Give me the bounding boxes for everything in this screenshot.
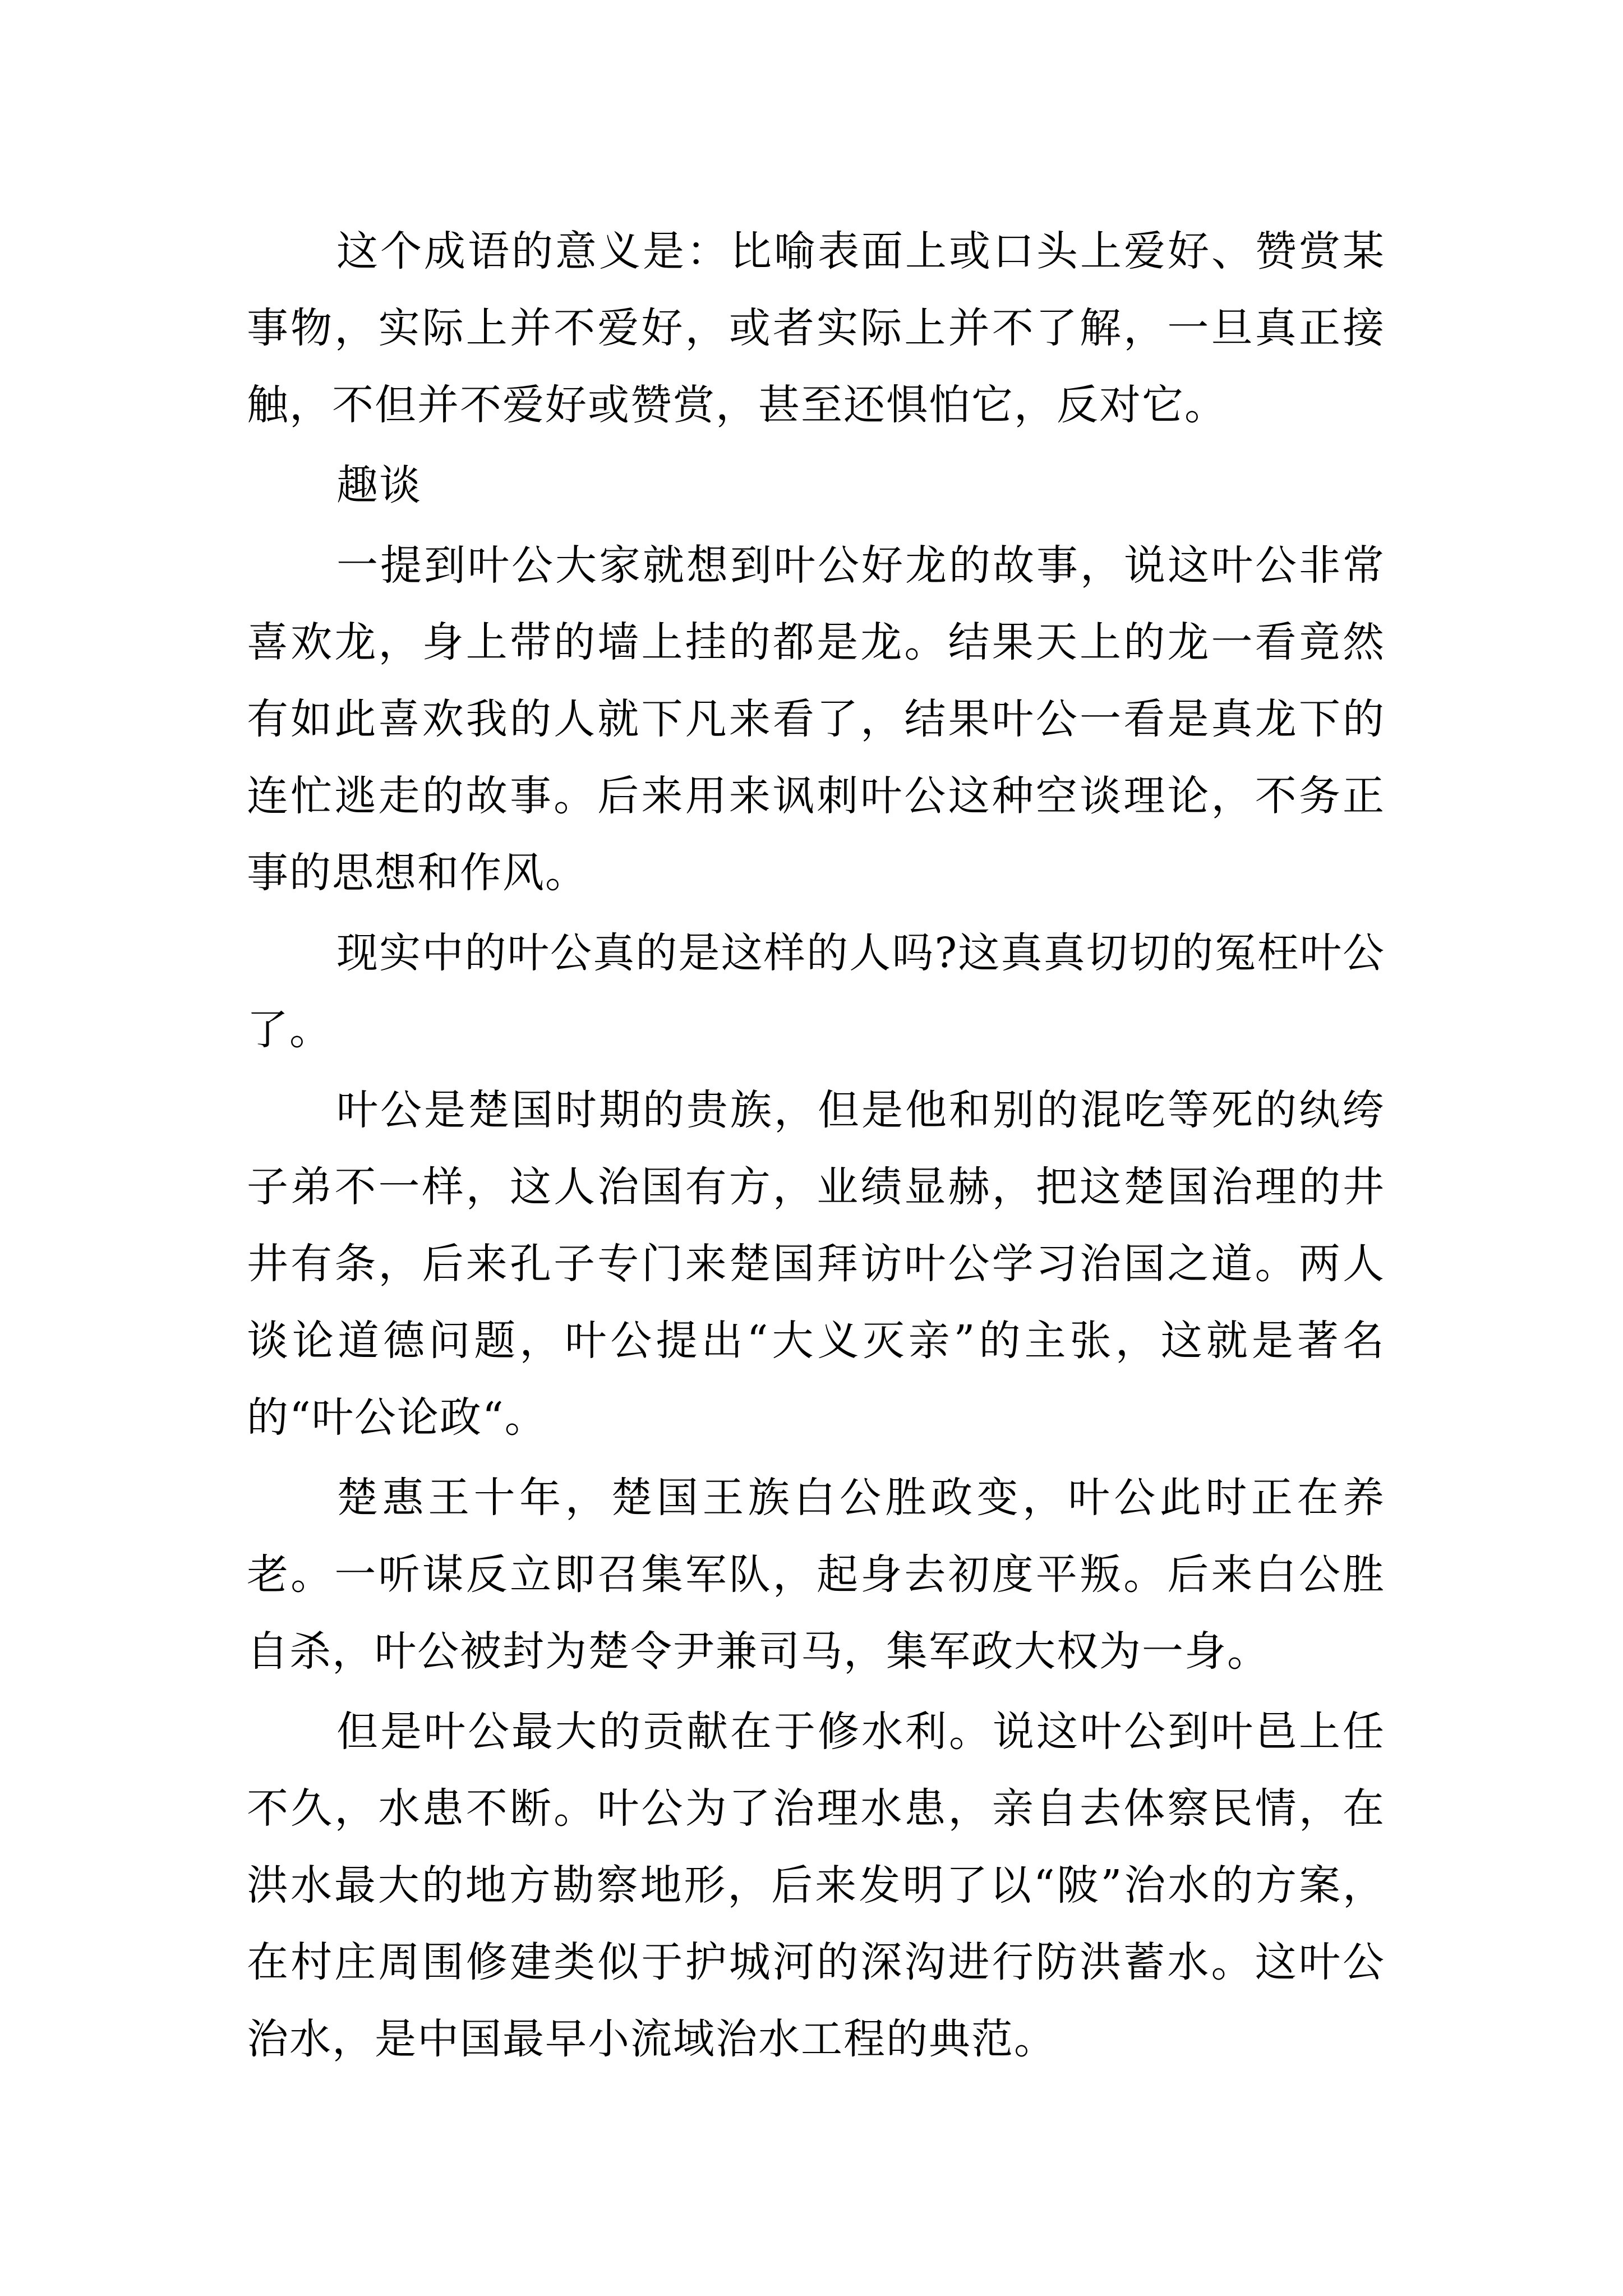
section-heading-qutan: 趣谈	[336, 461, 422, 509]
document-body	[247, 213, 1385, 2081]
paragraph-story-summary: 一提到叶公大家就想到叶公好龙的故事，说这叶公非常喜欢龙，身上带的墙上挂的都是龙。结果天上的龙一看竟然有如此喜欢我的人就下凡来看了，结果叶公一看是真龙下的连忙逃走的故事。后来用来讽刺叶公这种空谈理论，不务正事的思想和作风。	[247, 541, 1385, 897]
paragraph-water-control: 但是叶公最大的贡献在于修水利。说这叶公到叶邑上任不久，水患不断。叶公为了治理水患，亲自去体察民情，在洪水最大的地方勘察地形，后来发明了以“陂”治水的方案，在村庄周围修建类似于护城河的深沟进行防洪蓄水。这叶公治水，是中国最早小流域治水工程的典范。	[247, 1708, 1385, 2063]
paragraph-reality-question: 现实中的叶公真的是这样的人吗?这真真切切的冤枉叶公了。	[247, 929, 1385, 1054]
paragraph-rebellion: 楚惠王十年，楚国王族白公胜政变，叶公此时正在养老。一听谋反立即召集军队，起身去初度平叛。后来白公胜自杀，叶公被封为楚令尹兼司马，集军政大权为一身。	[247, 1474, 1385, 1676]
paragraph-idiom-meaning: 这个成语的意义是：比喻表面上或口头上爱好、赞赏某事物，实际上并不爱好，或者实际上并不了解，一旦真正接触，不但并不爱好或赞赏，甚至还惧怕它，反对它。	[247, 227, 1385, 429]
paragraph-noble-governance: 叶公是楚国时期的贵族，但是他和别的混吃等死的纨绔子弟不一样，这人治国有方，业绩显赫，把这楚国治理的井井有条，后来孔子专门来楚国拜访叶公学习治国之道。两人谈论道德问题，叶公提出“大义灭亲”的主张，这就是著名的“叶公论政“。	[247, 1086, 1385, 1442]
